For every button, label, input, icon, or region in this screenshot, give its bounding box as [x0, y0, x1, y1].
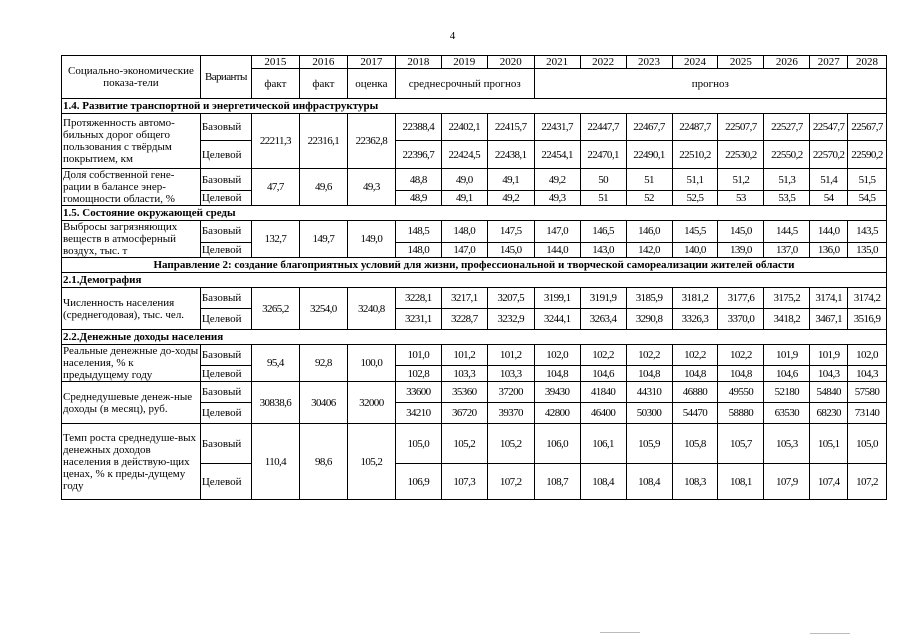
base-value: 148,0	[441, 221, 487, 243]
target-value: 108,4	[626, 464, 672, 500]
header-year: 2022	[580, 56, 626, 69]
target-value: 107,9	[764, 464, 810, 500]
fact-value: 98,6	[299, 424, 347, 500]
base-value: 51	[626, 169, 672, 191]
target-value: 102,8	[395, 366, 441, 382]
target-value: 22424,5	[441, 141, 487, 169]
estimate-value: 149,0	[347, 221, 395, 258]
target-value: 48,9	[395, 191, 441, 206]
header-estimate: оценка	[347, 69, 395, 99]
target-value: 22454,1	[534, 141, 580, 169]
target-value: 51	[580, 191, 626, 206]
base-value: 22447,7	[580, 114, 626, 141]
base-value: 147,0	[534, 221, 580, 243]
target-value: 3290,8	[626, 309, 672, 330]
base-value: 143,5	[848, 221, 887, 243]
header-year: 2018	[395, 56, 441, 69]
target-value: 3370,0	[718, 309, 764, 330]
base-value: 102,2	[580, 345, 626, 366]
estimate-value: 49,3	[347, 169, 395, 206]
base-value: 3191,9	[580, 288, 626, 309]
scan-artifact	[810, 633, 850, 634]
fact-value: 30406	[299, 382, 347, 424]
base-value: 3217,1	[441, 288, 487, 309]
base-value: 102,2	[672, 345, 718, 366]
header-forecast: прогноз	[534, 69, 886, 99]
target-value: 22490,1	[626, 141, 672, 169]
table-row	[62, 114, 887, 141]
target-value: 50300	[626, 403, 672, 424]
target-value: 108,4	[580, 464, 626, 500]
base-value: 51,2	[718, 169, 764, 191]
base-value: 145,5	[672, 221, 718, 243]
base-value: 146,5	[580, 221, 626, 243]
target-value: 147,0	[441, 242, 487, 257]
target-value: 107,3	[441, 464, 487, 500]
target-value: 104,6	[580, 366, 626, 382]
target-value: 3516,9	[848, 309, 887, 330]
target-value: 104,8	[534, 366, 580, 382]
fact-value: 132,7	[251, 221, 299, 258]
base-value: 49550	[718, 382, 764, 403]
base-value: 22431,7	[534, 114, 580, 141]
table-row	[62, 345, 887, 366]
base-value: 57580	[848, 382, 887, 403]
base-value: 105,1	[810, 424, 848, 464]
indicator-name: Выбросы загрязняющих веществ в атмосферный воздух, тыс. т	[62, 221, 201, 258]
target-value: 142,0	[626, 242, 672, 257]
base-value: 49,1	[487, 169, 534, 191]
target-value: 103,3	[487, 366, 534, 382]
target-value: 3244,1	[534, 309, 580, 330]
base-value: 106,1	[580, 424, 626, 464]
base-value: 105,3	[764, 424, 810, 464]
estimate-value: 32000	[347, 382, 395, 424]
base-value: 105,8	[672, 424, 718, 464]
variant-label: Целевой	[200, 191, 251, 206]
target-value: 143,0	[580, 242, 626, 257]
base-value: 3175,2	[764, 288, 810, 309]
base-value: 51,5	[848, 169, 887, 191]
base-value: 3181,2	[672, 288, 718, 309]
target-value: 135,0	[848, 242, 887, 257]
header-year: 2028	[848, 56, 887, 69]
header-year: 2020	[487, 56, 534, 69]
estimate-value: 105,2	[347, 424, 395, 500]
target-value: 136,0	[810, 242, 848, 257]
base-value: 22402,1	[441, 114, 487, 141]
variant-label: Базовый	[200, 382, 251, 403]
target-value: 144,0	[534, 242, 580, 257]
base-value: 49,0	[441, 169, 487, 191]
target-value: 104,8	[626, 366, 672, 382]
base-value: 144,0	[810, 221, 848, 243]
base-value: 105,0	[848, 424, 887, 464]
base-value: 41840	[580, 382, 626, 403]
target-value: 3418,2	[764, 309, 810, 330]
target-value: 107,2	[487, 464, 534, 500]
base-value: 3174,1	[810, 288, 848, 309]
base-value: 3174,2	[848, 288, 887, 309]
base-value: 51,1	[672, 169, 718, 191]
base-value: 101,9	[764, 345, 810, 366]
variant-label: Базовый	[200, 169, 251, 191]
section-heading: 1.4. Развитие транспортной и энергетической инфраструктуры	[62, 99, 887, 114]
base-value: 146,0	[626, 221, 672, 243]
variant-label: Базовый	[200, 288, 251, 309]
target-value: 49,1	[441, 191, 487, 206]
estimate-value: 100,0	[347, 345, 395, 382]
target-value: 39370	[487, 403, 534, 424]
fact-value: 92,8	[299, 345, 347, 382]
target-value: 3232,9	[487, 309, 534, 330]
target-value: 3228,7	[441, 309, 487, 330]
target-value: 49,2	[487, 191, 534, 206]
base-value: 102,2	[718, 345, 764, 366]
base-value: 22388,4	[395, 114, 441, 141]
target-value: 108,3	[672, 464, 718, 500]
base-value: 148,5	[395, 221, 441, 243]
estimate-value: 3240,8	[347, 288, 395, 330]
indicator-name: Численность населения (среднегодовая), тыс. чел.	[62, 288, 201, 330]
base-value: 102,0	[848, 345, 887, 366]
target-value: 104,8	[672, 366, 718, 382]
base-value: 39430	[534, 382, 580, 403]
target-value: 140,0	[672, 242, 718, 257]
base-value: 22467,7	[626, 114, 672, 141]
base-value: 105,7	[718, 424, 764, 464]
base-value: 22487,7	[672, 114, 718, 141]
header-year: 2023	[626, 56, 672, 69]
fact-value: 47,7	[251, 169, 299, 206]
target-value: 68230	[810, 403, 848, 424]
target-value: 54,5	[848, 191, 887, 206]
variant-label: Целевой	[200, 242, 251, 257]
target-value: 58880	[718, 403, 764, 424]
target-value: 139,0	[718, 242, 764, 257]
target-value: 22530,2	[718, 141, 764, 169]
base-value: 3228,1	[395, 288, 441, 309]
base-value: 50	[580, 169, 626, 191]
fact-value: 49,6	[299, 169, 347, 206]
variant-label: Базовый	[200, 424, 251, 464]
base-value: 48,8	[395, 169, 441, 191]
base-value: 35360	[441, 382, 487, 403]
target-value: 137,0	[764, 242, 810, 257]
base-value: 51,4	[810, 169, 848, 191]
header-indicator: Социально-экономические показа-тели	[62, 56, 201, 99]
base-value: 145,0	[718, 221, 764, 243]
variant-label: Целевой	[200, 464, 251, 500]
indicator-name: Темп роста среднедуше-вых денежных доходов населения в действую-щих ценах, % к преды-дущему году	[62, 424, 201, 500]
base-value: 147,5	[487, 221, 534, 243]
base-value: 3185,9	[626, 288, 672, 309]
target-value: 107,4	[810, 464, 848, 500]
target-value: 22570,2	[810, 141, 848, 169]
target-value: 3263,4	[580, 309, 626, 330]
target-value: 104,3	[810, 366, 848, 382]
target-value: 104,3	[848, 366, 887, 382]
table-row	[62, 288, 887, 309]
fact-value: 149,7	[299, 221, 347, 258]
table-row	[62, 424, 887, 464]
base-value: 106,0	[534, 424, 580, 464]
variant-label: Целевой	[200, 403, 251, 424]
variant-label: Базовый	[200, 345, 251, 366]
header-year: 2019	[441, 56, 487, 69]
base-value: 105,2	[441, 424, 487, 464]
variant-label: Целевой	[200, 366, 251, 382]
target-value: 22510,2	[672, 141, 718, 169]
table-row	[62, 221, 887, 243]
base-value: 102,2	[626, 345, 672, 366]
fact-value: 3254,0	[299, 288, 347, 330]
base-value: 144,5	[764, 221, 810, 243]
section-heading: 2.1.Демография	[62, 273, 887, 288]
table-row	[62, 169, 887, 191]
base-value: 52180	[764, 382, 810, 403]
target-value: 22438,1	[487, 141, 534, 169]
section-heading: 1.5. Состояние окружающей среды	[62, 206, 887, 221]
variant-label: Целевой	[200, 141, 251, 169]
base-value: 101,2	[487, 345, 534, 366]
target-value: 145,0	[487, 242, 534, 257]
fact-value: 3265,2	[251, 288, 299, 330]
target-value: 104,6	[764, 366, 810, 382]
base-value: 46880	[672, 382, 718, 403]
header-year: 2016	[299, 56, 347, 69]
base-value: 22527,7	[764, 114, 810, 141]
target-value: 49,3	[534, 191, 580, 206]
table-row	[62, 382, 887, 403]
target-value: 108,7	[534, 464, 580, 500]
target-value: 63530	[764, 403, 810, 424]
base-value: 33600	[395, 382, 441, 403]
target-value: 106,9	[395, 464, 441, 500]
base-value: 101,0	[395, 345, 441, 366]
fact-value: 30838,6	[251, 382, 299, 424]
base-value: 105,0	[395, 424, 441, 464]
header-year: 2027	[810, 56, 848, 69]
base-value: 3177,6	[718, 288, 764, 309]
target-value: 108,1	[718, 464, 764, 500]
variant-label: Базовый	[200, 221, 251, 243]
indicators-table	[61, 55, 887, 500]
header-year: 2025	[718, 56, 764, 69]
target-value: 53	[718, 191, 764, 206]
indicator-name: Доля собственной гене-рации в балансе энер-гомощности области, %	[62, 169, 201, 206]
target-value: 148,0	[395, 242, 441, 257]
target-value: 36720	[441, 403, 487, 424]
target-value: 54470	[672, 403, 718, 424]
target-value: 42800	[534, 403, 580, 424]
header-year: 2017	[347, 56, 395, 69]
header-midterm-forecast: среднесрочный прогноз	[395, 69, 534, 99]
base-value: 3207,5	[487, 288, 534, 309]
target-value: 22470,1	[580, 141, 626, 169]
base-value: 49,2	[534, 169, 580, 191]
target-value: 53,5	[764, 191, 810, 206]
target-value: 22550,2	[764, 141, 810, 169]
estimate-value: 22362,8	[347, 114, 395, 169]
base-value: 22567,7	[848, 114, 887, 141]
base-value: 54840	[810, 382, 848, 403]
header-year: 2021	[534, 56, 580, 69]
indicator-name: Реальные денежные до-ходы населения, % к предыдущему году	[62, 345, 201, 382]
header-variants: Варианты	[200, 56, 251, 99]
header-year: 2015	[251, 56, 299, 69]
target-value: 3231,1	[395, 309, 441, 330]
target-value: 52	[626, 191, 672, 206]
section-heading: Направление 2: создание благоприятных условий для жизни, профессиональной и творческой самореализации жителей области	[62, 258, 887, 273]
fact-value: 95,4	[251, 345, 299, 382]
scan-artifact	[600, 632, 640, 633]
header-fact: факт	[251, 69, 299, 99]
base-value: 44310	[626, 382, 672, 403]
base-value: 37200	[487, 382, 534, 403]
indicator-name: Протяженность автомо-бильных дорог общего пользования с твёрдым покрытием, км	[62, 114, 201, 169]
header-year: 2024	[672, 56, 718, 69]
fact-value: 22211,3	[251, 114, 299, 169]
base-value: 101,2	[441, 345, 487, 366]
page-number: 4	[449, 30, 456, 42]
section-heading: 2.2.Денежные доходы населения	[62, 330, 887, 345]
target-value: 3467,1	[810, 309, 848, 330]
base-value: 22415,7	[487, 114, 534, 141]
variant-label: Целевой	[200, 309, 251, 330]
base-value: 51,3	[764, 169, 810, 191]
base-value: 102,0	[534, 345, 580, 366]
header-fact: факт	[299, 69, 347, 99]
base-value: 101,9	[810, 345, 848, 366]
target-value: 34210	[395, 403, 441, 424]
header-year: 2026	[764, 56, 810, 69]
target-value: 52,5	[672, 191, 718, 206]
target-value: 103,3	[441, 366, 487, 382]
base-value: 105,9	[626, 424, 672, 464]
target-value: 22590,2	[848, 141, 887, 169]
fact-value: 110,4	[251, 424, 299, 500]
target-value: 54	[810, 191, 848, 206]
variant-label: Базовый	[200, 114, 251, 141]
target-value: 46400	[580, 403, 626, 424]
fact-value: 22316,1	[299, 114, 347, 169]
base-value: 22507,7	[718, 114, 764, 141]
target-value: 104,8	[718, 366, 764, 382]
target-value: 3326,3	[672, 309, 718, 330]
target-value: 22396,7	[395, 141, 441, 169]
target-value: 73140	[848, 403, 887, 424]
target-value: 107,2	[848, 464, 887, 500]
base-value: 3199,1	[534, 288, 580, 309]
base-value: 105,2	[487, 424, 534, 464]
indicator-name: Среднедушевые денеж-ные доходы (в месяц), руб.	[62, 382, 201, 424]
base-value: 22547,7	[810, 114, 848, 141]
